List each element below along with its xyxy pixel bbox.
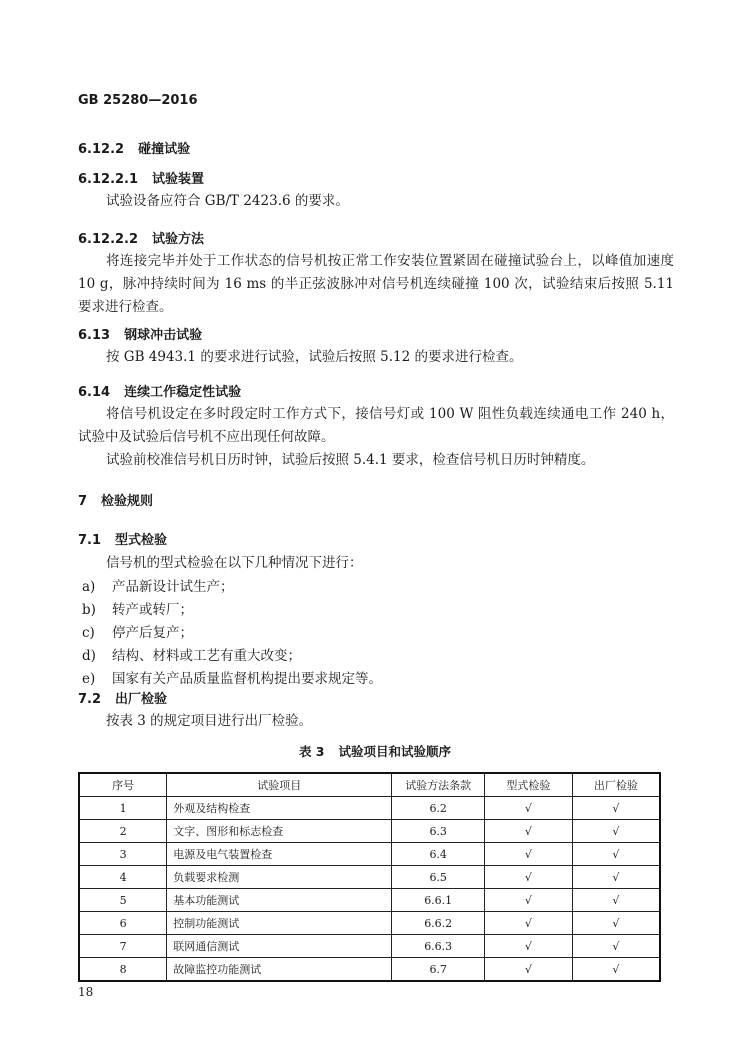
table-row: [79, 958, 660, 982]
heading-title: 试验方法: [152, 232, 205, 247]
cell-method-clause: 6.7: [392, 958, 485, 982]
cell-factory-test: √: [572, 912, 660, 935]
cell-factory-test: √: [572, 935, 660, 958]
list-item: [82, 621, 193, 641]
list-marker: d): [82, 648, 96, 664]
table-caption: [0, 742, 750, 760]
cell-factory-test: √: [572, 843, 660, 866]
cell-factory-test: √: [572, 797, 660, 820]
cell-type-test: √: [485, 935, 573, 958]
heading-number: 7: [78, 494, 88, 509]
cell-factory-test: √: [572, 820, 660, 843]
cell-method-clause: 6.2: [392, 797, 485, 820]
list-marker: b): [82, 602, 96, 618]
cell-seq: 1: [79, 797, 167, 820]
cell-type-test: √: [485, 958, 573, 982]
cell-method-clause: 6.5: [392, 866, 485, 889]
header-seq: 序号: [79, 773, 167, 797]
cell-test-item: 外观及结构检查: [167, 797, 392, 820]
table-row: [79, 912, 660, 935]
paragraph-test-device: 试验设备应符合 GB/T 2423.6 的要求。: [106, 193, 349, 209]
cell-seq: 7: [79, 935, 167, 958]
cell-method-clause: 6.6.2: [392, 912, 485, 935]
table-row: [79, 935, 660, 958]
heading-number: 6.13: [78, 328, 111, 343]
heading-title: 碰撞试验: [138, 142, 191, 157]
heading-title: 检验规则: [101, 494, 154, 509]
standard-code: GB 25280—2016: [78, 93, 198, 108]
header-type-test: 型式检验: [485, 773, 573, 797]
heading-6-12-2: [78, 138, 190, 157]
heading-number: 6.12.2.2: [78, 232, 139, 247]
heading-title: 试验装置: [152, 172, 205, 187]
table-row: [79, 866, 660, 889]
cell-type-test: √: [485, 820, 573, 843]
heading-6-14: [78, 381, 241, 400]
cell-seq: 8: [79, 958, 167, 982]
heading-7-2: [78, 688, 167, 707]
list-item: [82, 667, 382, 687]
header-method-clause: 试验方法条款: [392, 773, 485, 797]
list-item: [82, 598, 193, 618]
table-number: 表 3: [298, 744, 325, 759]
list-item: [82, 644, 301, 664]
header-test-item: 试验项目: [167, 773, 392, 797]
table-row: [79, 820, 660, 843]
heading-title: 出厂检验: [115, 692, 168, 707]
cell-test-item: 控制功能测试: [167, 912, 392, 935]
list-text: 转产或转厂；: [112, 602, 193, 618]
cell-method-clause: 6.4: [392, 843, 485, 866]
cell-seq: 6: [79, 912, 167, 935]
heading-6-13: [78, 324, 202, 343]
cell-seq: 4: [79, 866, 167, 889]
heading-6-12-2-2: [78, 228, 204, 247]
heading-7-1: [78, 529, 167, 548]
list-text: 结构、材料或工艺有重大改变；: [112, 648, 301, 664]
list-text: 产品新设计试生产；: [112, 579, 234, 595]
test-items-table: [78, 772, 661, 982]
cell-seq: 3: [79, 843, 167, 866]
cell-type-test: √: [485, 889, 573, 912]
cell-test-item: 基本功能测试: [167, 889, 392, 912]
cell-test-item: 联网通信测试: [167, 935, 392, 958]
paragraph-type-test-intro: 信号机的型式检验在以下几种情况下进行：: [106, 555, 363, 571]
list-text: 国家有关产品质量监督机构提出要求规定等。: [112, 671, 382, 687]
list-marker: a): [82, 579, 96, 595]
heading-number: 6.14: [78, 385, 111, 400]
paragraph-steel-ball: 按 GB 4943.1 的要求进行试验，试验后按照 5.12 的要求进行检查。: [106, 349, 523, 365]
list-marker: e): [82, 671, 96, 687]
table-row: [79, 797, 660, 820]
heading-title: 连续工作稳定性试验: [124, 385, 242, 400]
heading-number: 7.2: [78, 692, 102, 707]
cell-method-clause: 6.6.1: [392, 889, 485, 912]
paragraph-continuous-work-1: 将信号机设定在多时段定时工作方式下，接信号灯或 100 W 阻性负载连续通电工作 240 h，试验中及试验后信号机不应出现任何故障。: [78, 406, 674, 445]
cell-type-test: √: [485, 843, 573, 866]
page-number: 18: [78, 985, 94, 999]
heading-title: 钢球冲击试验: [124, 328, 203, 343]
cell-seq: 2: [79, 820, 167, 843]
heading-number: 6.12.2.1: [78, 172, 139, 187]
cell-factory-test: √: [572, 958, 660, 982]
cell-test-item: 文字、图形和标志检查: [167, 820, 392, 843]
table-row: [79, 889, 660, 912]
cell-seq: 5: [79, 889, 167, 912]
cell-test-item: 负载要求检测: [167, 866, 392, 889]
table-title: 试验项目和试验顺序: [338, 744, 452, 759]
cell-test-item: 故障监控功能测试: [167, 958, 392, 982]
cell-test-item: 电源及电气装置检查: [167, 843, 392, 866]
cell-factory-test: √: [572, 889, 660, 912]
heading-6-12-2-1: [78, 168, 204, 187]
cell-type-test: √: [485, 797, 573, 820]
paragraph-factory-test: 按表 3 的规定项目进行出厂检验。: [106, 713, 313, 729]
list-text: 停产后复产；: [112, 625, 193, 641]
heading-7: [78, 490, 153, 509]
table-row: [79, 843, 660, 866]
heading-number: 7.1: [78, 533, 102, 548]
header-factory-test: 出厂检验: [572, 773, 660, 797]
heading-number: 6.12.2: [78, 142, 125, 157]
cell-type-test: √: [485, 866, 573, 889]
paragraph-test-method: 将连接完毕并处于工作状态的信号机按正常工作安装位置紧固在碰撞试验台上，以峰值加速度 10 g，脉冲持续时间为 16 ms 的半正弦波脉冲对信号机连续碰撞 100 次，试验结束后按照 5.11 要求进行检查。: [78, 253, 674, 315]
list-item: [82, 575, 234, 595]
cell-method-clause: 6.3: [392, 820, 485, 843]
cell-factory-test: √: [572, 866, 660, 889]
paragraph-continuous-work-2: 试验前校准信号机日历时钟，试验后按照 5.4.1 要求，检查信号机日历时钟精度。: [106, 452, 595, 468]
table-header-row: [79, 773, 660, 797]
list-marker: c): [82, 625, 95, 641]
heading-title: 型式检验: [115, 533, 168, 548]
cell-type-test: √: [485, 912, 573, 935]
cell-method-clause: 6.6.3: [392, 935, 485, 958]
